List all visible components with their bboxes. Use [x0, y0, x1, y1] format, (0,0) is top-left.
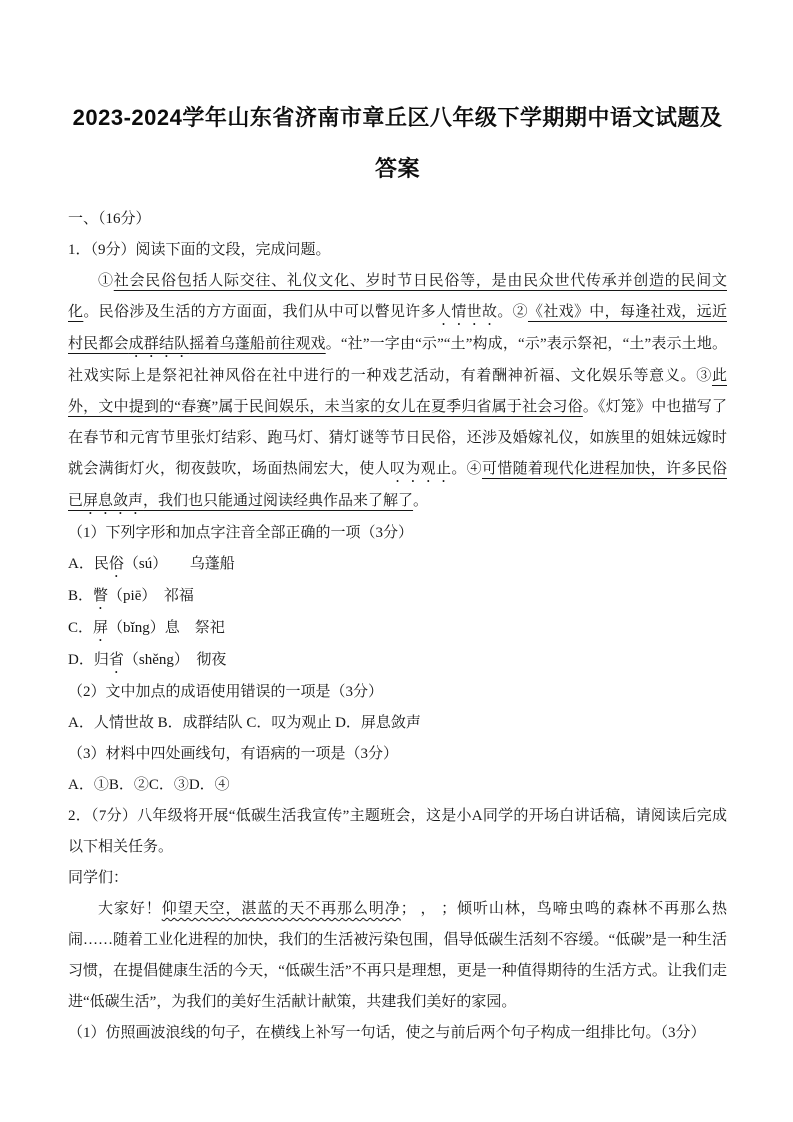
question-1-stem: 1．（9分）阅读下面的文段，完成问题。	[68, 242, 331, 258]
text-segment: 大家好！	[98, 901, 162, 917]
question-1-sub-2-stem: （2）文中加点的成语使用错误的一项是（3分）	[68, 684, 384, 700]
text-segment: C．	[68, 620, 94, 636]
text-segment: 屏息敛声	[83, 493, 144, 509]
text-segment: B．	[68, 588, 94, 604]
question-2-stem: 2．（7分）八年级将开展“低碳生活我宣传”主题班会，这是小A同学的开场白讲话稿，请阅读后完成以下相关任务。	[68, 808, 727, 855]
question-1-sub-1-stem: （1）下列字形和加点字注音全部正确的一项（3分）	[68, 525, 414, 541]
text-segment: 瞥	[93, 588, 109, 604]
question-1-sub-1-option-c	[68, 613, 727, 645]
text-segment: 屏	[93, 620, 109, 636]
page-title: 2023-2024学年山东省济南市章丘区八年级下学期期中语文试题及答案	[72, 105, 723, 181]
question-1-sub-3-options: A．①B．②C．③D．④	[68, 777, 230, 793]
text-segment: ，我们也只能通过阅读经典作品来了解了	[143, 493, 414, 509]
text-segment: （bǐng）息 祭祀	[108, 620, 225, 636]
question-1-passage	[68, 266, 727, 518]
text-segment: 成群结队	[128, 336, 190, 352]
text-segment: 。民俗涉及生活的方方面面，我们从中可以瞥见许多	[83, 304, 436, 320]
question-2-speech	[68, 894, 727, 1018]
text-segment: 可惜随着现代化进程加快，许多民俗已	[68, 461, 727, 509]
question-1-sub-1-option-a	[68, 549, 727, 581]
text-segment: 叹为观止	[389, 461, 452, 477]
text-segment: 人情世故	[435, 304, 498, 320]
text-segment: 社会民俗包括人际交往、礼仪文化、岁时节日民俗等，是由民众世代传承并创造的民间文化	[68, 273, 727, 320]
text-segment: D．归	[68, 652, 109, 668]
text-segment: 此外，文中提到的“春赛”属于民间娱乐，未当家的女儿在夏季归省属于社会习俗	[68, 368, 727, 415]
text-segment: 俗	[108, 556, 124, 572]
question-1-sub-1-option-b	[68, 581, 727, 613]
text-segment: 。②	[497, 304, 528, 320]
text-segment: 摇着乌蓬船前往观戏	[189, 336, 326, 352]
text-segment: ①	[98, 273, 114, 289]
question-1-sub-3-stem: （3）材料中四处画线句，有语病的一项是（3分）	[68, 746, 399, 762]
text-segment: （sú） 乌蓬船	[123, 556, 235, 572]
question-2-salutation: 同学们：	[68, 870, 129, 886]
text-segment: 《社戏》中，每逢社戏，远近村民都会	[68, 304, 727, 352]
text-segment: 。④	[451, 461, 482, 477]
question-1-sub-1-option-d	[68, 645, 727, 677]
text-segment: 省	[108, 652, 124, 668]
text-segment: A．民	[68, 556, 109, 572]
question-2-sub-1-stem: （1）仿照画波浪线的句子，在横线上补写一句话，使之与前后两个句子构成一组排比句。（3分）	[68, 1025, 706, 1041]
text-segment: 仰望天空，湛蓝的天不再那么明净	[161, 901, 401, 917]
text-segment: （shěng） 彻夜	[123, 652, 227, 668]
text-segment: （piē） 祁福	[108, 588, 194, 604]
text-segment: ； ， ；倾听山林，鸟啼虫鸣的森林不再那么热闹……随着工业化进程的加快，我们的生活被污染包围，倡导低碳生活刻不容缓。“低碳”是一种生活习惯，在提倡健康生活的今天，“低碳生活”不再只是理想，更是一种值得期待的生活方式。让我们走进“低碳生活”，为我们的美好生活献计献策，共建我们美好的家园。	[68, 901, 727, 1010]
section-1-heading: 一、（16分）	[68, 211, 151, 227]
question-1-sub-2-options: A．人情世故 B．成群结队 C．叹为观止 D．屏息敛声	[68, 715, 421, 731]
text-segment: 。《灯笼》中也描写了在春节和元宵节里张灯结彩、跑马灯、猜灯谜等节日民俗，还涉及婚嫁礼仪，如族里的姐妹远嫁时就会满街灯火，彻夜鼓吹，场面热闹宏大，使人	[68, 399, 727, 477]
text-segment: 。“社”一字由“示”“土”构成，“示”表示祭祀，“土”表示土地。社戏实际上是祭祀社神风俗在社中进行的一种戏艺活动，有着酬神祈福、文化娱乐等意义。③	[68, 336, 727, 384]
text-segment: 。	[413, 493, 429, 509]
